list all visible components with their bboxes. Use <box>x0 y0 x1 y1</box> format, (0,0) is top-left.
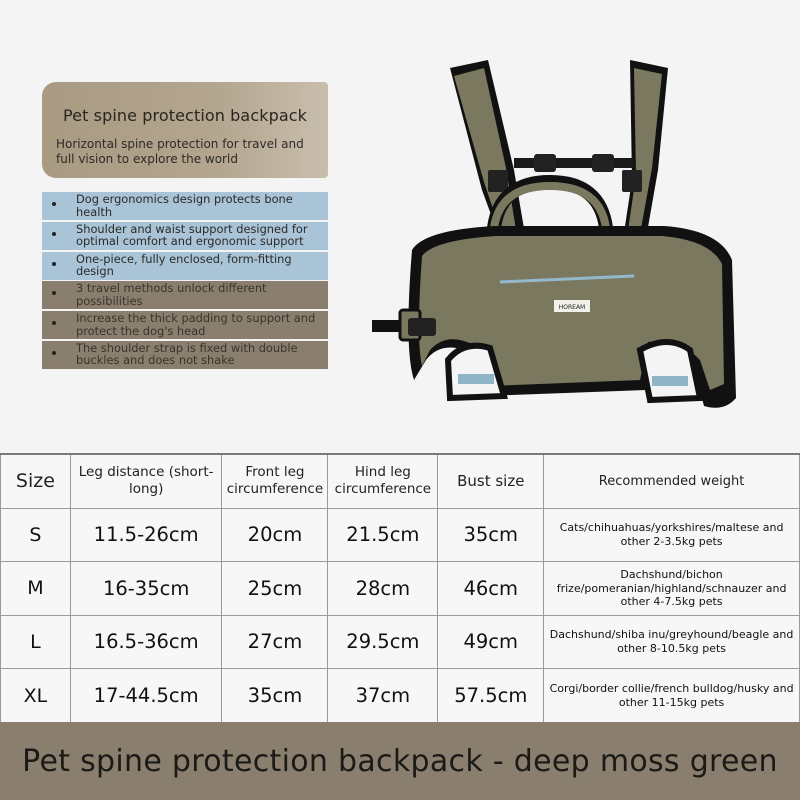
cell-leg: 16.5-36cm <box>70 615 222 669</box>
table-row <box>1 508 800 562</box>
feature-item <box>42 341 328 369</box>
cell-front: 35cm <box>222 669 328 723</box>
table-row <box>1 562 800 616</box>
cell-weight: Cats/chihuahuas/yorkshires/maltese and other 2-3.5kg pets <box>544 508 800 562</box>
feature-text: The shoulder strap is fixed with double buckles and does not shake <box>76 340 298 368</box>
cell-hind: 21.5cm <box>328 508 438 562</box>
cell-hind: 28cm <box>328 562 438 616</box>
cell-bust: 35cm <box>438 508 544 562</box>
cell-bust: 57.5cm <box>438 669 544 723</box>
table-row <box>1 615 800 669</box>
header-hind-leg: Hind leg circumference <box>328 454 438 508</box>
cell-hind: 37cm <box>328 669 438 723</box>
bullet-icon <box>52 202 56 206</box>
product-title: Pet spine protection backpack <box>62 106 308 125</box>
cell-size: M <box>1 562 71 616</box>
product-subtitle: Horizontal spine protection for travel and full vision to explore the world <box>56 137 304 166</box>
header-leg-distance: Leg distance (short-long) <box>70 454 222 508</box>
cell-leg: 16-35cm <box>70 562 222 616</box>
size-table <box>0 453 800 723</box>
cell-bust: 46cm <box>438 562 544 616</box>
cell-weight: Corgi/border collie/french bulldog/husky and other 11-15kg pets <box>544 669 800 723</box>
feature-item <box>42 311 328 339</box>
header-weight: Recommended weight <box>544 454 800 508</box>
cell-front: 27cm <box>222 615 328 669</box>
cell-leg: 11.5-26cm <box>70 508 222 562</box>
header-front-leg: Front leg circumference <box>222 454 328 508</box>
table-header-row <box>1 454 800 508</box>
cell-size: L <box>1 615 71 669</box>
feature-item <box>42 192 328 220</box>
footer-banner <box>0 722 800 800</box>
feature-text: Dog ergonomics design protects bone health <box>76 192 293 219</box>
feature-list <box>42 192 328 371</box>
feature-text: Increase the thick padding to support and protect the dog's head <box>76 311 316 338</box>
brand-tag: HOREAM <box>558 304 586 311</box>
cell-bust: 49cm <box>438 615 544 669</box>
feature-text: 3 travel methods unlock different possibilities <box>76 281 267 308</box>
footer-caption: Pet spine protection backpack - deep moss green <box>22 743 778 779</box>
header-size: Size <box>1 454 71 508</box>
bullet-icon <box>52 321 56 325</box>
bullet-icon <box>52 291 56 295</box>
cell-hind: 29.5cm <box>328 615 438 669</box>
cell-size: XL <box>1 669 71 723</box>
bullet-icon <box>52 262 56 266</box>
cell-front: 20cm <box>222 508 328 562</box>
cell-leg: 17-44.5cm <box>70 669 222 723</box>
feature-text: Shoulder and waist support designed for optimal comfort and ergonomic support <box>76 221 308 249</box>
table-row <box>1 669 800 723</box>
cell-weight: Dachshund/bichon frize/pomeranian/highland/schnauzer and other 4-7.5kg pets <box>544 562 800 616</box>
cell-front: 25cm <box>222 562 328 616</box>
bullet-icon <box>52 351 56 355</box>
backpack-image <box>364 50 748 420</box>
title-card <box>42 82 328 178</box>
cell-weight: Dachshund/shiba inu/greyhound/beagle and other 8-10.5kg pets <box>544 615 800 669</box>
header-bust: Bust size <box>438 454 544 508</box>
feature-item <box>42 252 328 280</box>
feature-item <box>42 222 328 250</box>
feature-text: One-piece, fully enclosed, form-fitting design <box>76 251 292 279</box>
bullet-icon <box>52 232 56 236</box>
feature-item <box>42 281 328 309</box>
cell-size: S <box>1 508 71 562</box>
